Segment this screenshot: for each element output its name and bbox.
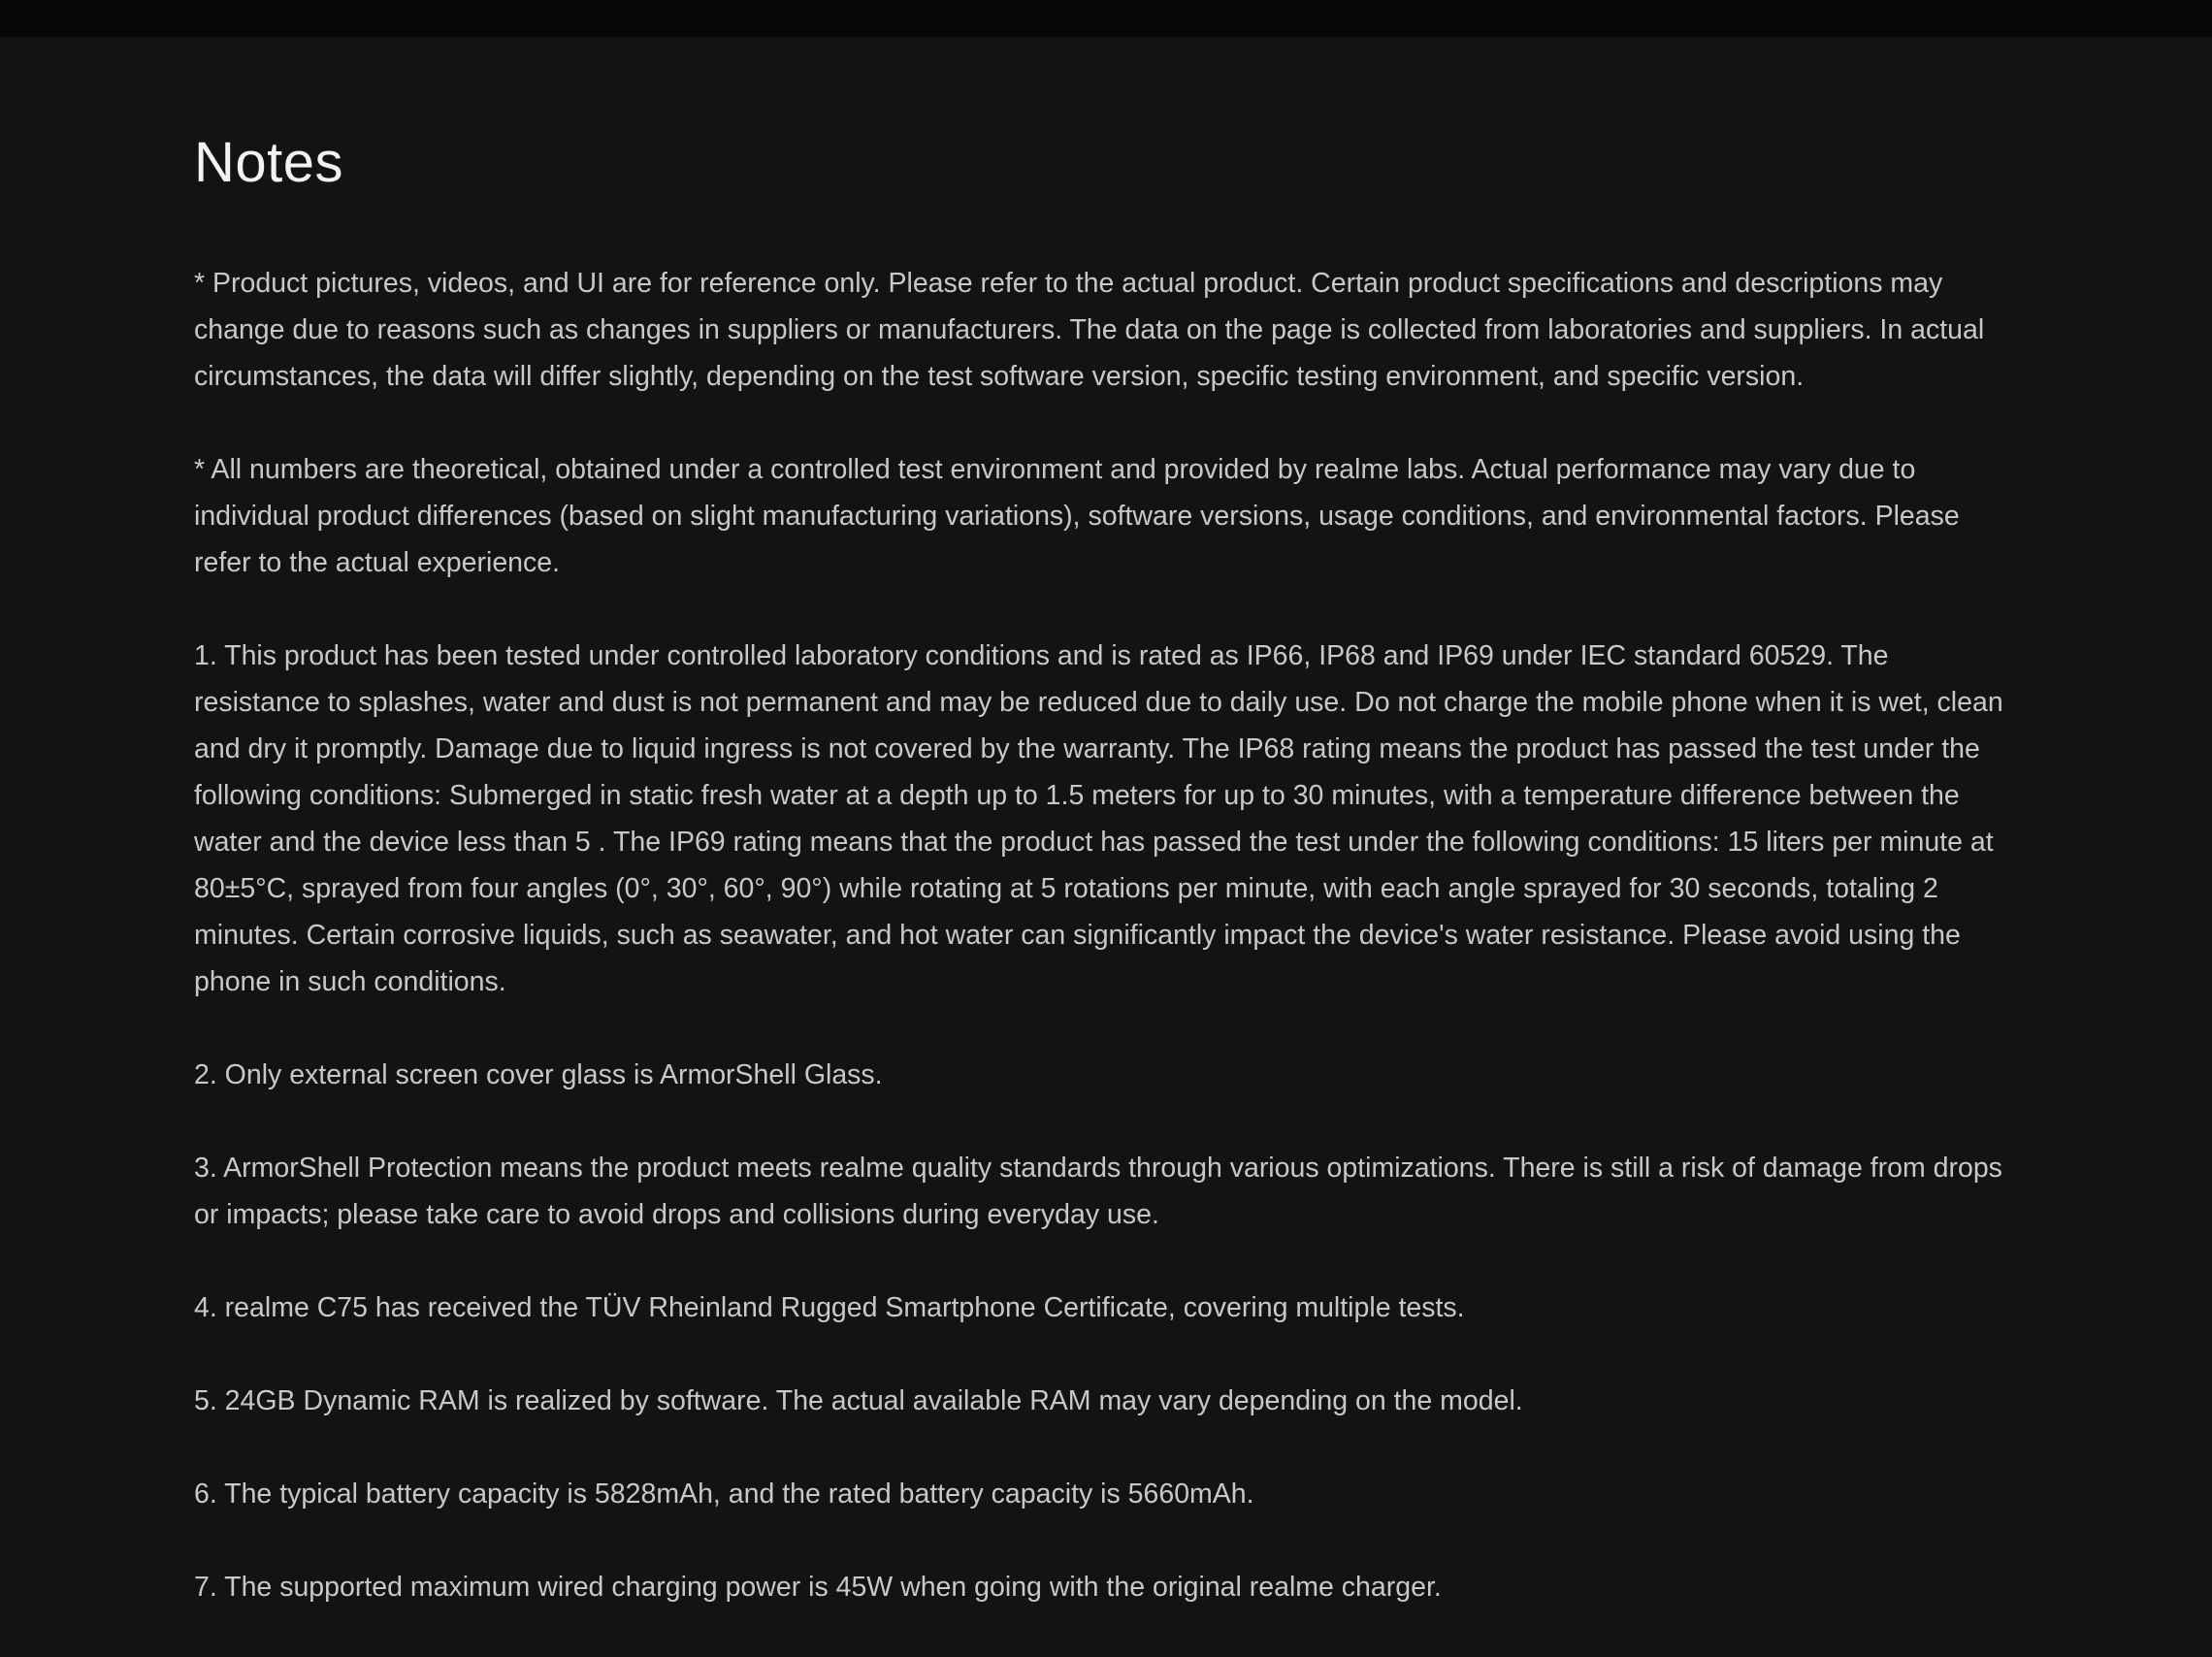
- note-2-armorshell-glass: 2. Only external screen cover glass is ArmorShell Glass.: [194, 1059, 883, 1090]
- note-6-battery-capacity: 6. The typical battery capacity is 5828mAh, and the rated battery capacity is 5660mAh.: [194, 1478, 1254, 1510]
- note-5-dynamic-ram: 5. 24GB Dynamic RAM is realized by software. The actual available RAM may vary depending on the model.: [194, 1385, 1523, 1416]
- note-3-armorshell-protection: 3. ArmorShell Protection means the product meets realme quality standards through various optimizations. There is still a risk of damage from drops or impacts; please take care to avoid drops and collisions during everyday use.: [194, 1153, 2002, 1230]
- note-1-water-dust-resistance: 1. This product has been tested under controlled laboratory conditions and is rated as IP66, IP68 and IP69 under IEC standard 60529. The resistance to splashes, water and dust is not permanent and may be reduced due to daily use. Do not charge the mobile phone when it is wet, clean and dry it promptly. Damage due to liquid ingress is not covered by the warranty. The IP68 rating means the product has passed the test under the following conditions: Submerged in static fresh water at a depth up to 1.5 meters for up to 30 minutes, with a temperature difference between the water and the device less than 5 . The IP69 rating means that the product has passed the test under the following conditions: 15 liters per minute at 80±5°C, sprayed from four angles (0°, 30°, 60°, 90°) while rotating at 5 rotations per minute, with each angle sprayed for 30 seconds, totaling 2 minutes. Certain corrosive liquids, such as seawater, and hot water can significantly impact the device's water resistance. Please avoid using the phone in such conditions.: [194, 640, 2003, 997]
- top-bar: [0, 0, 2212, 37]
- notes-list: [194, 260, 2018, 1610]
- note-7-charging-power: 7. The supported maximum wired charging power is 45W when going with the original realme charger.: [194, 1572, 1442, 1603]
- note-disclaimer-theoretical-numbers: * All numbers are theoretical, obtained under a controlled test environment and provided by realme labs. Actual performance may vary due to individual product differences (based on slight manufacturing variations), software versions, usage conditions, and environmental factors. Please refer to the actual experience.: [194, 454, 1960, 578]
- page-title: Notes: [194, 131, 344, 194]
- note-disclaimer-product-pictures: * Product pictures, videos, and UI are for reference only. Please refer to the actual product. Certain product specifications and descriptions may change due to reasons such as changes in suppliers or manufacturers. The data on the page is collected from laboratories and suppliers. In actual circumstances, the data will differ slightly, depending on the test software version, specific testing environment, and specific version.: [194, 268, 1985, 392]
- notes-section: [194, 124, 2018, 1657]
- note-4-tuv-certificate: 4. realme C75 has received the TÜV Rheinland Rugged Smartphone Certificate, covering multiple tests.: [194, 1292, 1465, 1323]
